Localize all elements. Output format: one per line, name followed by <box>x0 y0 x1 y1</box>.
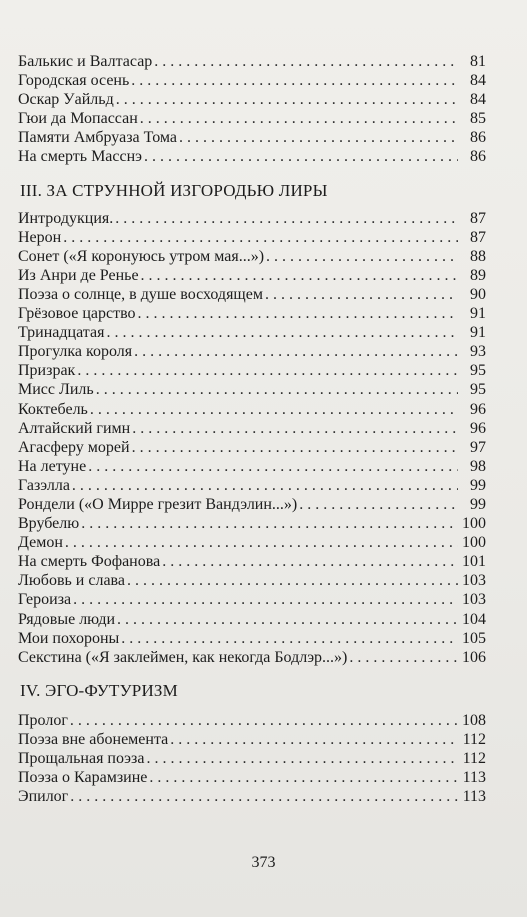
dot-leader <box>127 571 458 590</box>
entry-title: Сонет («Я коронуюсь утром мая...») <box>18 247 265 265</box>
entry-title: Призрак <box>18 362 76 380</box>
entry-title: Гюи да Мопассан <box>18 110 138 128</box>
entry-page-number: 91 <box>470 324 486 342</box>
entry-page-number: 87 <box>470 209 486 227</box>
dot-leader <box>138 304 458 323</box>
entry-page-number: 81 <box>470 53 486 70</box>
entry-page-number: 104 <box>462 610 486 628</box>
entry-page-number: 99 <box>470 476 486 494</box>
entry-page-number: 112 <box>462 750 486 767</box>
dot-leader <box>131 71 458 90</box>
entry-page-number: 113 <box>462 769 486 787</box>
entry-title: Поэза вне абонемента <box>18 730 169 748</box>
dot-leader <box>162 552 458 571</box>
dot-leader <box>90 400 458 419</box>
toc-section <box>18 681 486 806</box>
entry-title: На летуне <box>18 457 87 475</box>
dot-leader <box>88 457 458 476</box>
toc-entry <box>18 768 486 787</box>
toc-entry <box>18 266 486 285</box>
dot-leader <box>81 514 458 533</box>
toc-entry <box>18 457 486 476</box>
entry-page-number: 90 <box>470 285 486 303</box>
dot-leader <box>266 247 458 266</box>
toc-entry <box>18 730 486 749</box>
toc-entry <box>18 533 486 552</box>
entry-title: Мои похороны <box>18 629 120 647</box>
entry-page-number: 96 <box>470 400 486 418</box>
toc-section <box>18 52 486 167</box>
toc-entry <box>18 361 486 380</box>
entry-page-number: 95 <box>470 381 486 399</box>
dot-leader <box>149 768 458 787</box>
dot-leader <box>121 629 458 648</box>
entry-title: Секстина («Я заклеймен, как некогда Бодлэр...») <box>18 648 348 666</box>
toc-entry <box>18 590 486 609</box>
toc-entry <box>18 749 486 768</box>
page-number: 373 <box>251 854 276 871</box>
dot-leader <box>265 285 458 304</box>
dot-leader <box>117 610 458 629</box>
entry-title: Врубелю <box>18 515 80 533</box>
dot-leader <box>65 533 458 552</box>
entry-page-number: 103 <box>462 572 486 590</box>
dot-leader <box>73 590 458 609</box>
toc-entry <box>18 610 486 629</box>
toc-entry <box>18 438 486 457</box>
toc-entry <box>18 128 486 147</box>
dot-leader <box>146 749 458 768</box>
toc-entry <box>18 342 486 361</box>
entry-page-number: 88 <box>470 247 486 265</box>
entry-page-number: 106 <box>462 648 486 666</box>
dot-leader <box>154 52 458 71</box>
toc-entry <box>18 71 486 90</box>
toc-entry <box>18 552 486 571</box>
entry-page-number: 97 <box>470 438 486 456</box>
entry-page-number: 86 <box>470 148 486 166</box>
dot-leader <box>144 147 458 166</box>
toc-entry <box>18 323 486 342</box>
entry-title: Прогулка короля <box>18 343 133 361</box>
entry-title: Памяти Амбруаза Тома <box>18 129 177 147</box>
toc-entry <box>18 787 486 806</box>
entry-page-number: 98 <box>470 457 486 475</box>
toc-entry <box>18 648 486 667</box>
toc-entry <box>18 476 486 495</box>
dot-leader <box>72 476 458 495</box>
entry-title: Демон <box>18 534 63 552</box>
entry-title: Из Анри де Ренье <box>18 266 139 284</box>
toc-entry <box>18 228 486 247</box>
entry-title: Поэза о Карамзине <box>18 769 148 787</box>
entry-title: На смерть Фофанова <box>18 553 161 571</box>
entry-page-number: 100 <box>462 515 486 533</box>
entry-page-number: 103 <box>462 591 486 609</box>
entry-title: Агасферу морей <box>18 438 130 456</box>
entry-title: Тринадцатая <box>18 324 105 342</box>
entry-title: Прощальная поэза <box>18 750 145 767</box>
entry-title: Коктебель <box>18 400 88 418</box>
dot-leader <box>77 361 458 380</box>
entry-page-number: 105 <box>462 629 486 647</box>
entry-title: Эпилог <box>18 788 69 806</box>
toc-entry <box>18 109 486 128</box>
dot-leader <box>349 648 458 667</box>
entry-page-number: 108 <box>462 711 486 729</box>
toc-entry <box>18 304 486 323</box>
dot-leader <box>63 228 458 247</box>
entry-page-number: 96 <box>470 419 486 437</box>
dot-leader <box>141 266 458 285</box>
dot-leader <box>299 495 458 514</box>
toc-entry <box>18 400 486 419</box>
toc-entry <box>18 52 486 71</box>
dot-leader <box>132 438 458 457</box>
entry-page-number: 95 <box>470 362 486 380</box>
entry-page-number: 91 <box>470 305 486 323</box>
entry-title: Поэза о солнце, в душе восходящем <box>18 285 263 303</box>
entry-page-number: 99 <box>470 495 486 513</box>
toc-entry <box>18 380 486 399</box>
dot-leader <box>70 711 458 730</box>
toc-entry <box>18 711 486 730</box>
toc-entry <box>18 285 486 304</box>
toc-entry <box>18 147 486 166</box>
entry-title: Алтайский гимн <box>18 419 131 437</box>
toc-entry <box>18 514 486 533</box>
dot-leader <box>179 128 458 147</box>
entry-page-number: 89 <box>470 266 486 284</box>
section-heading: III. ЗА СТРУННОЙ ИЗГОРОДЬЮ ЛИРЫ <box>20 180 328 200</box>
dot-leader <box>116 90 458 109</box>
entry-page-number: 112 <box>462 730 486 748</box>
dot-leader <box>96 380 458 399</box>
entry-title: Нерон <box>18 228 62 246</box>
entry-page-number: 86 <box>470 129 486 147</box>
toc-entry <box>18 629 486 648</box>
toc-entry <box>18 247 486 266</box>
toc-entry <box>18 209 486 228</box>
entry-title: Городская осень <box>18 72 130 90</box>
entry-title: Грёзовое царство <box>18 305 136 323</box>
dot-leader <box>115 209 458 228</box>
entry-title: Газэлла <box>18 476 70 494</box>
table-of-contents <box>18 52 486 806</box>
entry-title: Пролог <box>18 711 68 729</box>
entry-title: Оскар Уайльд <box>18 91 114 109</box>
dot-leader <box>70 787 458 806</box>
entry-title: На смерть Масснэ <box>18 148 143 166</box>
entry-page-number: 101 <box>462 553 486 571</box>
entry-page-number: 87 <box>470 228 486 246</box>
dot-leader <box>170 730 458 749</box>
toc-entry <box>18 571 486 590</box>
dot-leader <box>134 342 458 361</box>
entry-page-number: 84 <box>470 91 486 109</box>
dot-leader <box>140 109 458 128</box>
entry-page-number: 84 <box>470 72 486 90</box>
dot-leader <box>106 323 458 342</box>
entry-title: Героиза <box>18 591 72 609</box>
entry-title: Мисс Лиль <box>18 381 94 399</box>
entry-title: Рондели («О Мирре грезит Вандэлин...») <box>18 495 298 513</box>
entry-title: Балькис и Валтасар <box>18 53 153 70</box>
entry-title: Интродукция. <box>18 209 114 227</box>
toc-entry <box>18 90 486 109</box>
dot-leader <box>132 419 458 438</box>
toc-entry <box>18 495 486 514</box>
entry-page-number: 85 <box>470 110 486 128</box>
entry-page-number: 93 <box>470 343 486 361</box>
toc-entry <box>18 419 486 438</box>
entry-title: Рядовые люди <box>18 610 116 628</box>
entry-title: Любовь и слава <box>18 572 125 590</box>
entry-page-number: 100 <box>462 534 486 552</box>
entry-page-number: 113 <box>462 788 486 806</box>
section-heading: IV. ЭГО-ФУТУРИЗМ <box>20 680 178 700</box>
toc-section <box>18 181 486 667</box>
